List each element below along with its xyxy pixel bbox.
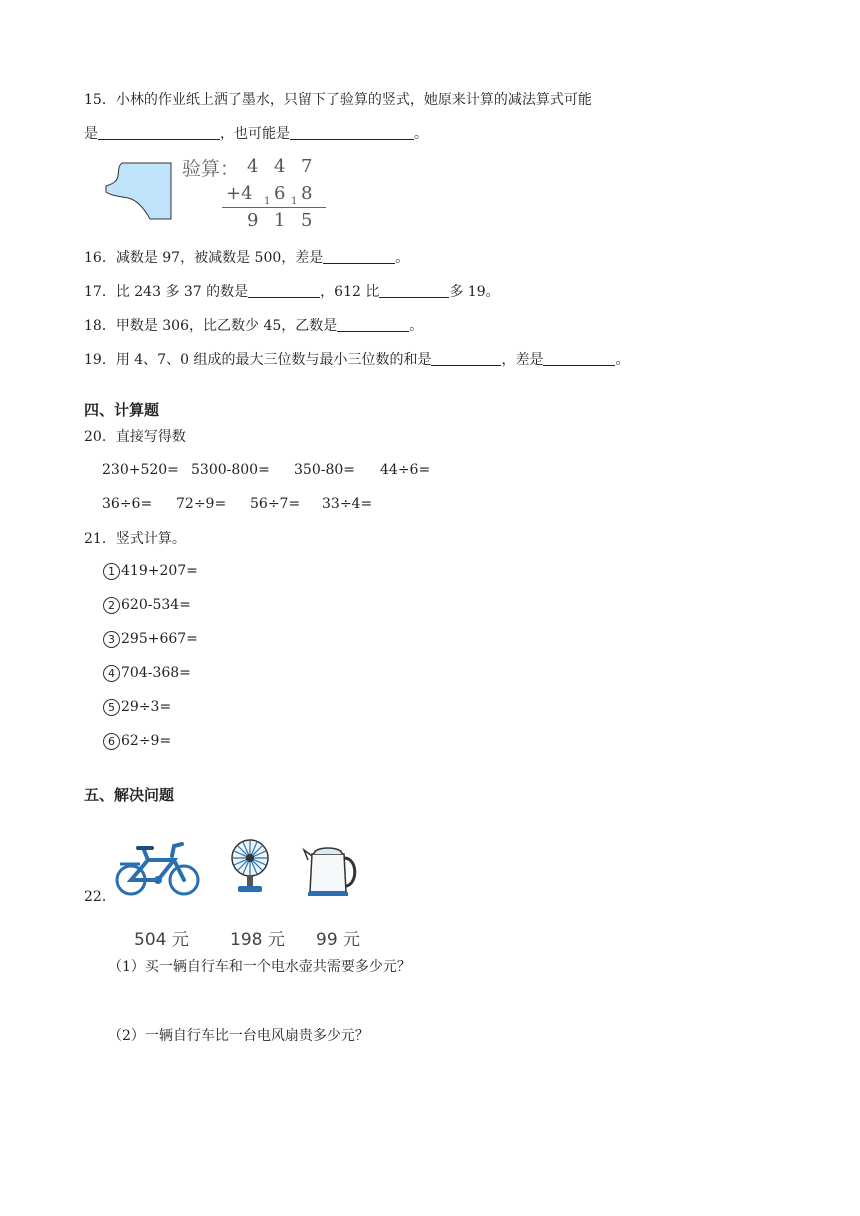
check-label: 验算： — [182, 158, 240, 180]
question-text: 小林的作业纸上洒了墨水，只留下了验算的竖式，她原来计算的减法算式可能 — [115, 92, 592, 108]
question-text: 多 19。 — [449, 284, 500, 300]
question-15-line1 — [84, 91, 592, 109]
question-18 — [84, 317, 423, 335]
oral-calc: 33÷4= — [322, 496, 373, 512]
digit: 5 — [301, 210, 313, 231]
circled-number: 5 — [103, 699, 120, 716]
oral-calc: 350-80= — [294, 462, 355, 478]
question-number: 18． — [84, 318, 116, 334]
question-17 — [84, 283, 500, 301]
question-text: 减数是 97，被减数是 500，差是 — [115, 250, 324, 266]
question-text: ，也可能是 — [220, 126, 290, 142]
digit: 9 — [247, 210, 259, 231]
digit: 1 — [274, 210, 286, 231]
oral-calc: 56÷7= — [250, 496, 301, 512]
written-calc-item — [103, 563, 198, 580]
written-calc-item — [103, 597, 191, 614]
answer-blank[interactable] — [337, 317, 409, 332]
question-text: 比 243 多 37 的数是 — [115, 284, 249, 300]
section-title: 四、计算题 — [84, 401, 160, 419]
calc-expression: 620-534= — [121, 597, 191, 613]
question-number: 15． — [84, 92, 116, 108]
digit: 6 — [274, 183, 286, 204]
answer-blank[interactable] — [543, 351, 615, 366]
question-text: 。 — [409, 318, 424, 334]
answer-blank[interactable] — [323, 249, 395, 264]
carry-digit: 1 — [264, 196, 271, 207]
question-number: 16． — [84, 250, 116, 266]
vertical-check-calculation — [182, 154, 332, 232]
oral-calc: 36÷6= — [102, 496, 153, 512]
digit: 4 — [247, 156, 259, 177]
answer-blank[interactable] — [248, 283, 320, 298]
question-text: 甲数是 306，比乙数少 45，乙数是 — [115, 318, 338, 334]
ink-blot-icon — [104, 162, 172, 220]
price-kettle: 99 元 — [316, 930, 361, 950]
calc-expression: 295+667= — [121, 631, 198, 647]
digit: 7 — [301, 156, 313, 177]
oral-calc: 72÷9= — [176, 496, 227, 512]
price-bicycle: 504 元 — [134, 930, 189, 950]
price-fan: 198 元 — [230, 930, 285, 950]
calc-expression: 704-368= — [121, 665, 191, 681]
operand: +4 — [226, 183, 253, 204]
question-text: 直接写得数 — [115, 429, 186, 445]
digit: 8 — [301, 183, 313, 204]
question-text: 。 — [615, 352, 630, 368]
circled-number: 3 — [103, 631, 120, 648]
calc-expression: 419+207= — [121, 563, 198, 579]
written-calc-item — [103, 631, 198, 648]
written-calc-item — [103, 699, 171, 716]
bicycle-icon — [114, 838, 202, 898]
calc-expression: 29÷3= — [121, 699, 172, 715]
sum-line — [222, 207, 326, 208]
question-text: 竖式计算。 — [115, 531, 186, 547]
question-number: 20． — [84, 429, 116, 445]
sub-question-1: （1）买一辆自行车和一个电水壶共需要多少元？ — [108, 959, 411, 975]
question-number: 17． — [84, 284, 116, 300]
question-text: 。 — [395, 250, 410, 266]
oral-calc: 44÷6= — [380, 462, 431, 478]
question-number: 22． — [84, 889, 116, 905]
calc-expression: 62÷9= — [121, 733, 172, 749]
question-text: 。 — [414, 126, 428, 142]
question-number: 19． — [84, 352, 116, 368]
circled-number: 4 — [103, 665, 120, 682]
question-number: 21． — [84, 531, 116, 547]
digit: 4 — [274, 156, 286, 177]
question-text: ，612 比 — [320, 284, 380, 300]
electric-kettle-icon — [302, 840, 362, 898]
sub-question-2: （2）一辆自行车比一台电风扇贵多少元？ — [108, 1028, 369, 1044]
written-calc-item — [103, 733, 171, 750]
answer-blank[interactable] — [379, 283, 449, 298]
oral-calc: 5300-800= — [191, 462, 270, 478]
oral-calc: 230+520= — [102, 462, 179, 478]
circled-number: 6 — [103, 733, 120, 750]
question-16 — [84, 249, 409, 267]
question-19 — [84, 351, 629, 369]
question-text: 用 4、7、0 组成的最大三位数与最小三位数的和是 — [115, 352, 432, 368]
question-21 — [84, 530, 186, 548]
section-title: 五、解决问题 — [84, 786, 175, 804]
circled-number: 2 — [103, 597, 120, 614]
answer-blank[interactable] — [98, 125, 220, 140]
answer-blank[interactable] — [431, 351, 501, 366]
question-15-line2 — [84, 125, 428, 143]
circled-number: 1 — [103, 563, 120, 580]
carry-digit: 1 — [291, 196, 298, 207]
answer-blank[interactable] — [290, 125, 414, 140]
question-20 — [84, 428, 186, 446]
electric-fan-icon — [226, 838, 274, 896]
question-text: ，差是 — [501, 352, 544, 368]
question-text: 是 — [84, 126, 98, 142]
written-calc-item — [103, 665, 191, 682]
